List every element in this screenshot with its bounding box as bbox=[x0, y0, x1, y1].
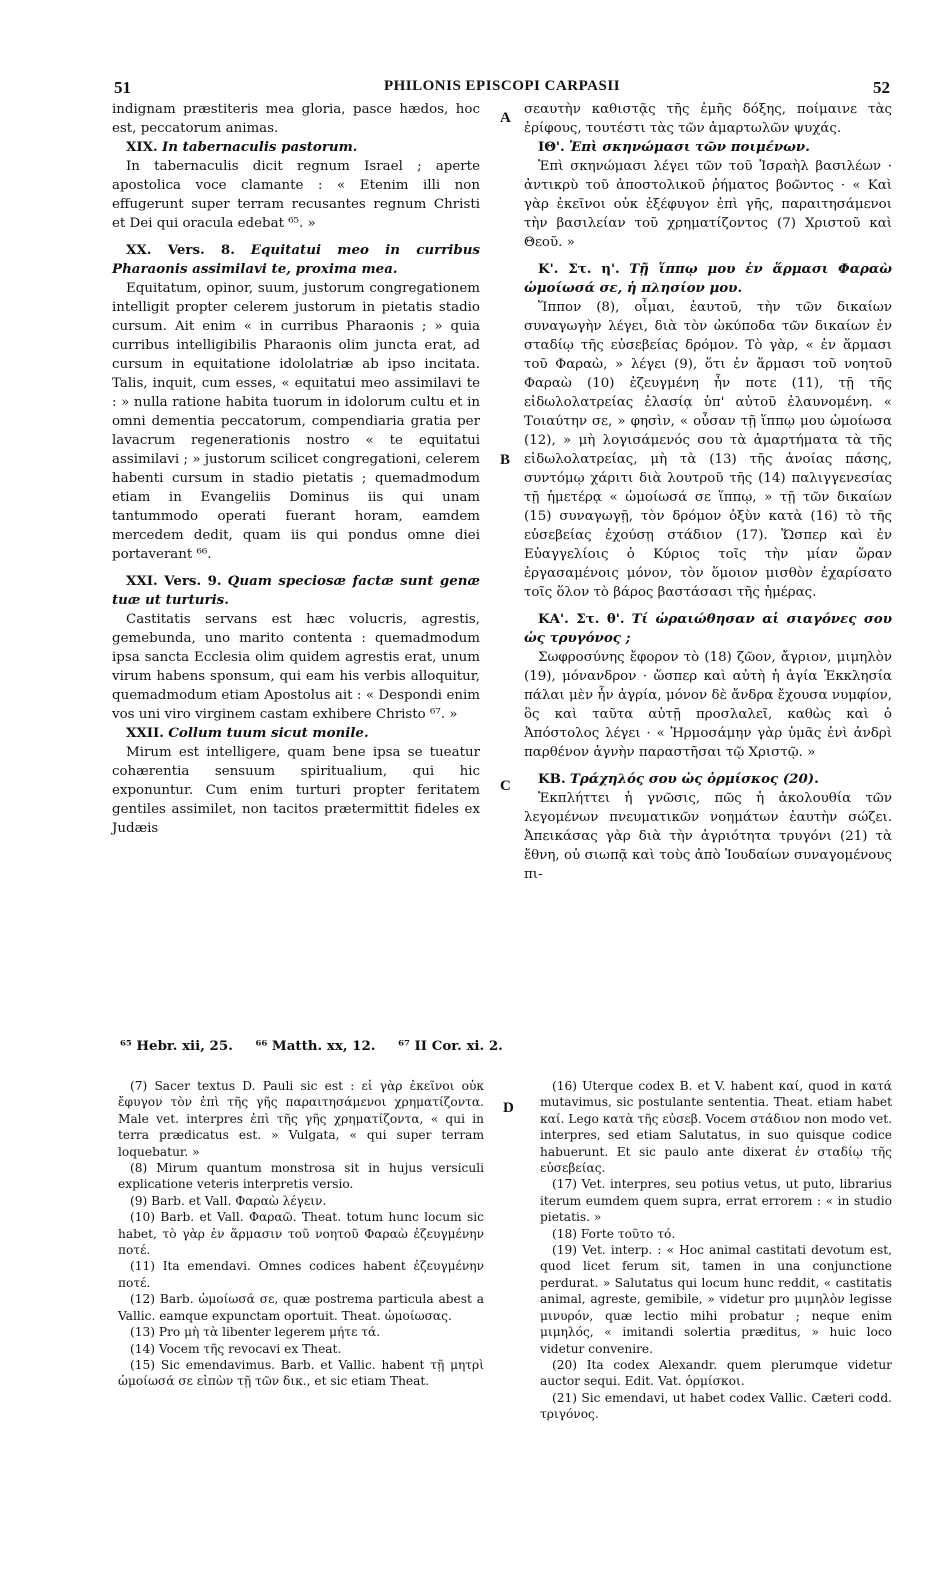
footnote-9: (9) Barb. et Vall. Φαραὼ λέγειν. bbox=[130, 1193, 327, 1208]
footnote-21: (21) Sic emendavi, ut habet codex Vallic. Cæteri codd. τριγόνος. bbox=[540, 1390, 892, 1422]
footnotes-right bbox=[540, 1078, 892, 1423]
footnote-17: (17) Vet. interpres, seu potius vetus, ut puto, librarius iterum eumdem quem supra, errat errorem : « in studio pietatis. » bbox=[540, 1177, 892, 1225]
footnote-7: (7) Sacer textus D. Pauli sic est : εἰ γὰρ ἐκεῖνοι οὐκ ἔφυγον τὸν ἐπὶ τῆς γῆς παραιτησάμενοι χρηματίζοντα. Male vet. interpres ἐπὶ τῆς γῆς χρηματίζοντα, « qui in terra prædicatus est. » Vulgata, « qui super terram loquebatur. » bbox=[118, 1079, 484, 1159]
footnote-19: (19) Vet. interp. : « Hoc animal castitati devotum est, quod licet ferum sit, tamen in una conjunctione perdurat. » Salutatus qui locum hunc reddit, « castitatis animal, agreste, gemibile, » videtur pro μιμηλὸν legisse μινυρόν, quæ lectio mihi probatur ; neque enim μιμηλός, « imitandi solertia præditus, » huic loco videtur convenire. bbox=[540, 1243, 892, 1356]
latin-paragraph: In tabernaculis dicit regnum Israel ; aperte apostolica voce clamante : « Etenim illi non effugerunt super terram recusantes regnum Christi et Dei qui oracula edebat ⁶⁵. » bbox=[112, 159, 480, 231]
page-header bbox=[114, 78, 890, 100]
latin-section-heading: XIX. In tabernaculis pastorum. bbox=[126, 139, 358, 155]
margin-letter-c: C bbox=[500, 778, 511, 794]
latin-section-heading: XXI. Vers. 9. Quam speciosæ factæ sunt genæ tuæ ut turturis. bbox=[112, 573, 480, 608]
latin-column bbox=[112, 100, 480, 838]
footnote-12: (12) Barb. ὡμοίωσά σε, quæ postrema particula abest a Vallic. eamque expunctam oportuit. Theat. ὡμοίωσας. bbox=[118, 1292, 484, 1323]
greek-intro: σεαυτὴν καθιστᾷς τῆς ἐμῆς δόξης, ποίμαινε τὰς ἐρίφους, τουτέστι τὰς τῶν ἁμαρτωλῶν ψυχάς. bbox=[524, 102, 892, 136]
footnote-13: (13) Pro μὴ τὰ libenter legerem μήτε τά. bbox=[130, 1325, 381, 1340]
reference-66: ⁶⁶ Matth. xx, 12. bbox=[255, 1038, 376, 1054]
reference-65: ⁶⁵ Hebr. xii, 25. bbox=[120, 1038, 233, 1054]
footnotes-left bbox=[118, 1078, 484, 1390]
latin-paragraph: Castitatis servans est hæc volucris, agrestis, gemebunda, uno marito contenta : quemadmodum ipsa sancta Ecclesia olim quidem agrestis erat, unum virum habens sponsum, qui eam his verbis alloquitur, quemadmodum etiam Apostolus ait : « Despondi enim vos uni viro virginem castam exhibere Christo ⁶⁷. » bbox=[112, 612, 480, 722]
footnote-20: (20) Ita codex Alexandr. quem plerumque videtur auctor sequi. Edit. Vat. ὁρμίσκοι. bbox=[540, 1357, 892, 1389]
greek-section-heading: Κ'. Στ. η'. Τῇ ἵππῳ μου ἐν ἅρμασι Φαραὼ ὡμοίωσά σε, ἡ πλησίον μου. bbox=[524, 261, 892, 296]
greek-section-heading: ΚΑ'. Στ. θ'. Τί ὡραιώθησαν αἱ σιαγόνες σου ὡς τρυγόνος ; bbox=[524, 611, 892, 646]
footnote-14: (14) Vocem τῆς revocavi ex Theat. bbox=[130, 1341, 342, 1356]
greek-section-heading: ΚΒ. Τράχηλός σου ὡς ὁρμίσκος (20). bbox=[538, 771, 819, 787]
margin-letter-a: A bbox=[500, 110, 511, 126]
latin-paragraph: Equitatum, opinor, suum, justorum congregationem intelligit propter celerem justorum in pietatis stadio cursum. Ait enim « in curribus Pharaonis ; » quia curribus intelligibilis Pharaonis olim juncta erat, ad cursum in equitatione idololatriæ ab ipso incitata. Talis, inquit, cum esses, « equitatui meo assimilavi te : » nulla ratione habita tuorum in idolorum cultu et in omni dementia peccatorum, compendiaria gratia per lavacrum regenerationis nostro « te equitatui assimilavi ; » justorum scilicet congregationi, celerem habenti cursum in stadio pietatis ; quemadmodum etiam in Evangeliis Dominus iis qui unam tantummodo operati fuerant horam, eamdem mercedem dedit, quam iis qui pondus omne diei portaverant ⁶⁶. bbox=[112, 281, 480, 562]
latin-paragraph: Mirum est intelligere, quam bene ipsa se tueatur cohærentia sensuum spiritualium, qui hic exponuntur. Cum enim turturi propter feritatem gentiles assimilet, non tacitos prætermittit fideles ex Judæis bbox=[112, 745, 480, 836]
greek-paragraph: Ἵππον (8), οἶμαι, ἑαυτοῦ, τὴν τῶν δικαίων συναγωγὴν λέγει, διὰ τὸν ὠκύποδα τῶν δικαίων ἐν σταδίῳ τῆς εὐσεβείας δρόμον. Τὸ γὰρ, « ἐν ἅρμασι τοῦ Φαραὼ, » λέγει (9), ὅτι ἐν ἅρμασι τοῦ νοητοῦ Φαραὼ (10) ἐζευγμένη ἦν ποτε (11), τῇ τῆς εἰδωλολατρείας ἐλασίᾳ ὑπ' αὐτοῦ ἐλαυνομένη. « Τοιαύτην σε, » φησὶν, « οὖσαν τῇ ἵππῳ μου ὡμοίωσα (12), » μὴ λογισάμενός σου τὰ ἁμαρτήματα τὰ τῆς εἰδωλολατρείας, μὴ τὰ (13) τῆς ἀνοίας πάσης, συντόμῳ χάριτι διὰ λουτροῦ τῆς (14) παλιγγενεσίας τῇ ἡμετέρᾳ « ὡμοίωσά σε ἵππῳ, » τῇ τῶν δικαίων (15) συναγωγῇ, τὸν δρόμον ὀξὺν κατὰ (16) τὸ τῆς εὐσεβείας ἐχούσῃ στάδιον (17). Ὥσπερ καὶ ἐν Εὐαγγελίοις ὁ Κύριος τοῖς τὴν μίαν ὥραν ἐργασαμένοις μόνον, τὸν ὅμοιον μισθὸν ἐχαρίσατο τοῖς ὅλον τὸ βάρος βαστάσασι τῆς ἡμέρας. bbox=[524, 300, 892, 600]
running-title: PHILONIS EPISCOPI CARPASII bbox=[383, 78, 621, 94]
latin-intro: indignam præstiteris mea gloria, pasce hædos, hoc est, peccatorum animas. bbox=[112, 102, 480, 136]
page-number-right: 52 bbox=[873, 78, 890, 97]
greek-paragraph: Ἐπὶ σκηνώμασι λέγει τῶν τοῦ Ἰσραὴλ βασιλέων · ἀντικρὺ τοῦ ἀποστολικοῦ ῥήματος βοῶντος · « Καὶ γὰρ ἐκεῖνοι οὐκ ἐξέφυγον ἐπὶ γῆς, παραιτησάμενοι τὴν βασιλείαν τοῦ χρηματίζοντος (7) Χριστοῦ καὶ Θεοῦ. » bbox=[524, 159, 892, 250]
greek-paragraph: Ἐκπλήττει ἡ γνῶσις, πῶς ἡ ἀκολουθία τῶν λεγομένων πνευματικῶν νοημάτων ἑαυτὴν σώζει. Ἀπεικάσας γὰρ διὰ τὴν ἀγριότητα τρυγόνι (21) τὰ ἔθνη, οὐ σιωπᾷ καὶ τοὺς ἀπὸ Ἰουδαίων συναγομένους πι- bbox=[524, 791, 892, 882]
footnote-18: (18) Forte τοῦτο τό. bbox=[552, 1226, 676, 1241]
scripture-references bbox=[120, 1038, 880, 1054]
margin-letter-d: D bbox=[503, 1100, 514, 1116]
latin-section-heading: XXII. Collum tuum sicut monile. bbox=[126, 725, 369, 741]
footnote-16: (16) Uterque codex B. et V. habent καί, quod in κατά mutavimus, sic postulante sententia. Theat. etiam habet καί. Lego κατὰ τῆς εὐσεβ. Vocem στάδιον non modo vet. interpres, sed etiam Salutatus, in suo quisque codice habuerunt. Et sic paulo ante dixerat ἐν σταδίῳ τῆς εὐσεβείας. bbox=[540, 1079, 892, 1176]
footnote-15: (15) Sic emendavimus. Barb. et Vallic. habent τῇ μητρὶ ὡμοίωσά σε εἰπὼν τῇ τῶν δικ., et sic etiam Theat. bbox=[118, 1357, 484, 1389]
margin-letter-b: B bbox=[500, 452, 511, 468]
page-number-left: 51 bbox=[114, 78, 131, 97]
latin-section-heading: XX. Vers. 8. Equitatui meo in curribus Pharaonis assimilavi te, proxima mea. bbox=[112, 242, 480, 277]
reference-67: ⁶⁷ II Cor. xi. 2. bbox=[398, 1038, 503, 1054]
greek-column bbox=[524, 100, 892, 884]
greek-paragraph: Σωφροσύνης ἔφορον τὸ (18) ζῶον, ἄγριον, μιμηλὸν (19), μόνανδρον · ὥσπερ καὶ αὐτὴ ἡ ἁγία Ἐκκλησία πάλαι μὲν ἦν ἀγρία, μόνον δὲ ἄνδρα ἔχουσα νυμφίον, ὃς καὶ ταῦτα αὐτῇ προσλαλεῖ, καθὼς καὶ ὁ Ἀπόστολος λέγει · « Ἡρμοσάμην γὰρ ὑμᾶς ἑνὶ ἀνδρὶ παρθένον ἁγνὴν παραστῆσαι τῷ Χριστῷ. » bbox=[524, 650, 892, 760]
greek-section-heading: ΙΘ'. Ἐπὶ σκηνώμασι τῶν ποιμένων. bbox=[538, 139, 810, 155]
footnote-11: (11) Ita emendavi. Omnes codices habent ἐζευγμένην ποτέ. bbox=[118, 1259, 484, 1290]
footnote-8: (8) Mirum quantum monstrosa sit in hujus versiculi explicatione veteris interpretis versio. bbox=[118, 1161, 484, 1192]
footnote-10: (10) Barb. et Vall. Φαραῶ. Theat. totum hunc locum sic habet, τὸ γὰρ ἐν ἅρμασιν τοῦ νοητοῦ Φαραὼ ἐζευγμένην ποτέ. bbox=[118, 1210, 484, 1258]
